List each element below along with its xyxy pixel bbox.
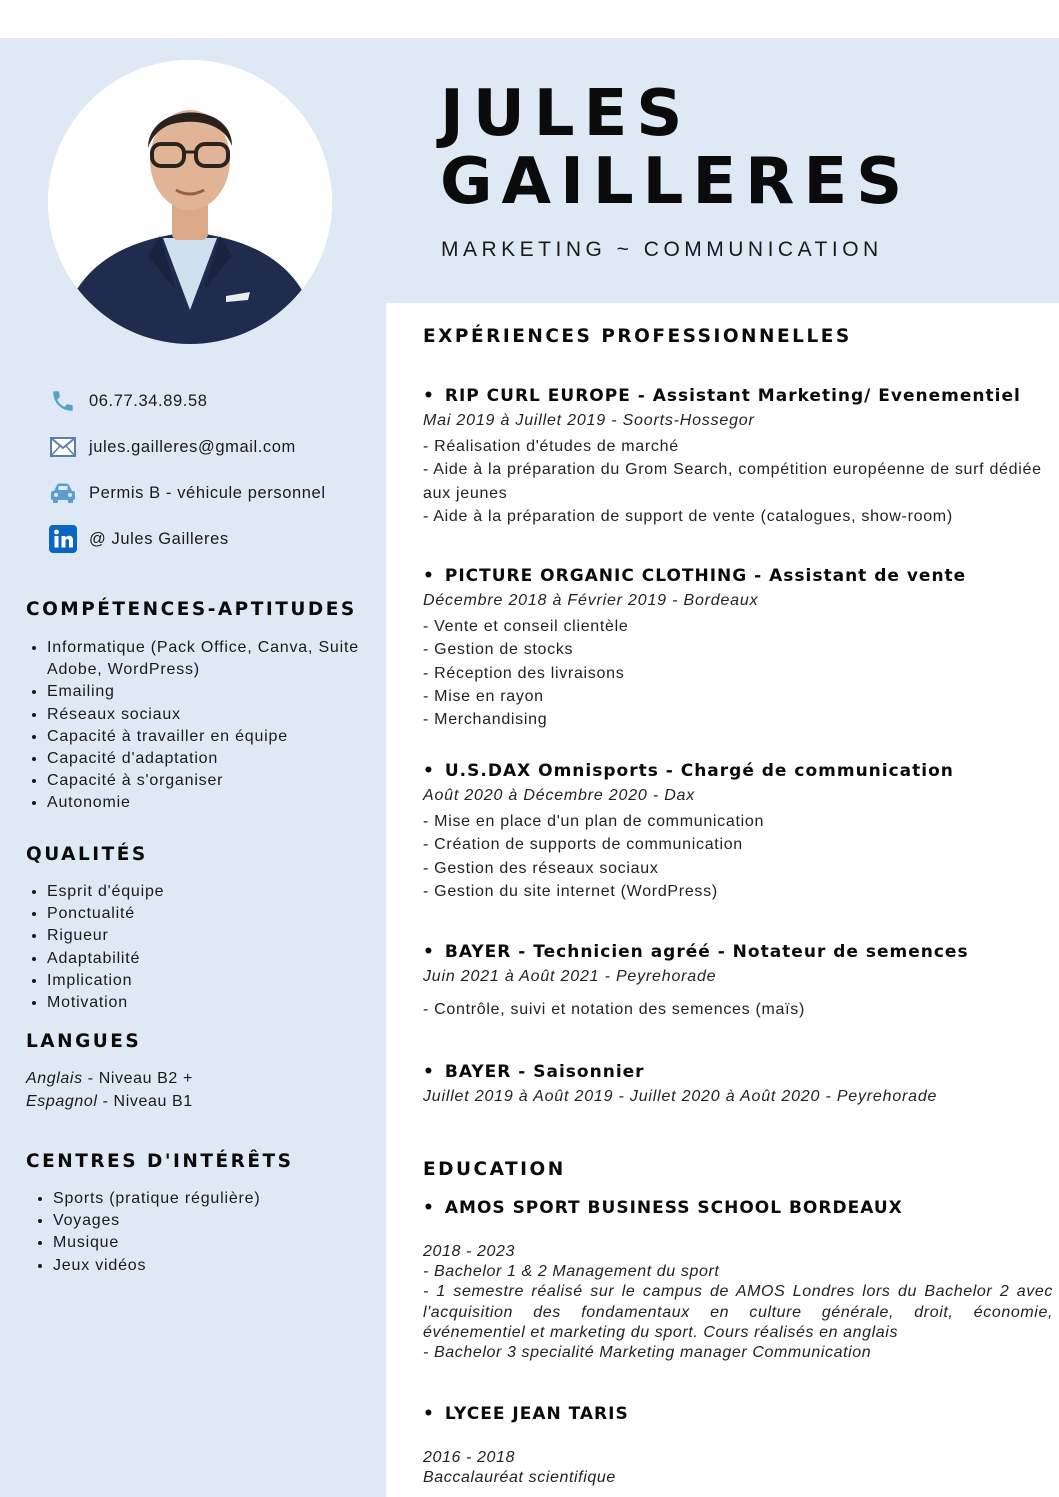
education-entry	[423, 1404, 1053, 1488]
linkedin-handle[interactable]: @ Jules Gailleres	[89, 529, 229, 548]
job-title	[423, 566, 1053, 586]
list-item: • Jeux vidéos	[53, 1255, 383, 1277]
job-date: Décembre 2018 à Février 2019 - Bordeaux	[423, 592, 759, 609]
task-item: - Gestion de stocks	[423, 641, 574, 659]
bullet-icon: •	[423, 942, 435, 962]
job-tasks	[423, 998, 1053, 1021]
education-heading: EDUCATION	[423, 1159, 566, 1180]
job-tasks	[423, 435, 1053, 528]
language-name: Espagnol	[26, 1092, 98, 1110]
job-title-text: BAYER - Technicien agréé - Notateur de semences	[444, 942, 969, 962]
task-item: - Création de supports de communication	[423, 836, 743, 854]
list-item: • Capacité à s'organiser	[47, 770, 377, 792]
school-details	[423, 1242, 1053, 1363]
list-item: • Sports (pratique régulière)	[53, 1188, 383, 1210]
language-item	[26, 1091, 193, 1114]
contact-list	[48, 378, 378, 562]
list-item: • Autonomie	[47, 792, 377, 814]
job-tasks	[423, 615, 1053, 731]
contact-email	[48, 424, 378, 470]
list-item: • Adaptabilité	[47, 948, 377, 970]
job-entry	[423, 386, 1053, 528]
list-item: • Réseaux sociaux	[47, 704, 377, 726]
language-name: Anglais	[26, 1070, 83, 1087]
list-item: • Capacité d'adaptation	[47, 748, 377, 770]
language-level: - Niveau B2 +	[82, 1070, 193, 1087]
education-entry	[423, 1198, 1053, 1363]
driving-license: Permis B - véhicule personnel	[89, 483, 326, 502]
job-entry	[423, 566, 1053, 731]
job-title	[423, 386, 1053, 406]
qualities-list	[26, 881, 377, 1014]
bullet-icon: •	[423, 386, 435, 406]
job-entry	[423, 942, 1053, 1021]
school-title	[423, 1198, 1053, 1218]
language-item	[26, 1068, 193, 1091]
school-name: AMOS SPORT BUSINESS SCHOOL BORDEAUX	[444, 1198, 903, 1218]
task-item: - Mise en place d'un plan de communication	[423, 813, 765, 830]
job-title-text: U.S.DAX Omnisports - Chargé de communication	[444, 761, 954, 781]
language-level: - Niveau B1	[97, 1092, 193, 1110]
job-date: Août 2020 à Décembre 2020 - Dax	[423, 787, 696, 804]
school-name: LYCEE JEAN TARIS	[444, 1404, 629, 1424]
job-date: Juillet 2019 à Août 2019 - Juillet 2020 à Août 2020 - Peyrehorade	[423, 1088, 938, 1105]
job-date: Mai 2019 à Juillet 2019 - Soorts-Hossegor	[423, 412, 755, 429]
job-entry	[423, 761, 1053, 903]
task-item: - Vente et conseil clientèle	[423, 618, 629, 635]
list-item: • Informatique (Pack Office, Canva, Suite Adobe, WordPress)	[47, 637, 377, 681]
detail-line: - Bachelor 1 & 2 Management du sport	[423, 1263, 720, 1281]
contact-license	[48, 470, 378, 516]
bullet-icon: •	[423, 761, 435, 781]
linkedin-icon	[48, 524, 78, 554]
languages-list	[26, 1068, 193, 1113]
detail-line: - Bachelor 3 specialité Marketing manager Communication	[423, 1344, 872, 1362]
profile-photo-illustration	[48, 60, 332, 344]
phone-icon	[48, 386, 78, 416]
job-date: Juin 2021 à Août 2021 - Peyrehorade	[423, 968, 717, 985]
contact-phone	[48, 378, 378, 424]
school-details	[423, 1448, 1053, 1488]
bullet-icon: •	[423, 1062, 435, 1082]
interests-heading: CENTRES D'INTÉRÊTS	[26, 1151, 294, 1172]
job-title	[423, 942, 1053, 962]
list-item: • Musique	[53, 1232, 383, 1254]
contact-linkedin	[48, 516, 378, 562]
school-title	[423, 1404, 1053, 1424]
bullet-icon: •	[423, 1404, 435, 1424]
qualities-heading: QUALITÉS	[26, 844, 148, 865]
job-subtitle: MARKETING ~ COMMUNICATION	[441, 238, 883, 261]
phone-number[interactable]: 06.77.34.89.58	[89, 391, 208, 410]
list-item: • Voyages	[53, 1210, 383, 1232]
detail-line: 2018 - 2023	[423, 1243, 516, 1260]
profile-photo	[48, 60, 332, 344]
skills-heading: COMPÉTENCES-APTITUDES	[26, 599, 357, 620]
car-icon	[48, 478, 78, 508]
email-address[interactable]: jules.gailleres@gmail.com	[89, 437, 296, 456]
job-title-text: RIP CURL EUROPE - Assistant Marketing/ Evenementiel	[444, 386, 1021, 406]
detail-line: Baccalauréat scientifique	[423, 1469, 616, 1487]
candidate-name	[440, 77, 912, 219]
detail-line: 2016 - 2018	[423, 1449, 516, 1466]
list-item: • Ponctualité	[47, 903, 377, 925]
task-item: - Aide à la préparation de support de vente (catalogues, show-room)	[423, 507, 953, 525]
task-item: - Contrôle, suivi et notation des semences (maïs)	[423, 1001, 806, 1018]
job-title	[423, 1062, 1053, 1082]
last-name: GAILLERES	[440, 145, 912, 219]
task-item: - Gestion des réseaux sociaux	[423, 859, 659, 877]
job-title	[423, 761, 1053, 781]
task-item: - Merchandising	[423, 711, 548, 729]
bullet-icon: •	[423, 566, 435, 586]
job-tasks	[423, 810, 1053, 903]
list-item: • Emailing	[47, 681, 377, 703]
list-item: • Esprit d'équipe	[47, 881, 377, 903]
first-name: JULES	[440, 77, 692, 151]
list-item: • Motivation	[47, 992, 377, 1014]
job-title-text: BAYER - Saisonnier	[444, 1062, 645, 1082]
job-entry	[423, 1062, 1053, 1106]
list-item: • Capacité à travailler en équipe	[47, 726, 377, 748]
list-item: • Implication	[47, 970, 377, 992]
task-item: - Réception des livraisons	[423, 664, 625, 682]
skills-list	[26, 637, 377, 815]
experience-heading: EXPÉRIENCES PROFESSIONNELLES	[423, 326, 852, 347]
interests-list	[32, 1188, 383, 1277]
mail-icon	[48, 432, 78, 462]
list-item: • Rigueur	[47, 925, 377, 947]
task-item: - Gestion du site internet (WordPress)	[423, 882, 718, 900]
detail-line: - 1 semestre réalisé sur le campus de AMOS Londres lors du Bachelor 2 avec l'acquisition des fondamentaux en culture générale, droit, économie, événementiel et marketing du sport. Cours réalisés en anglais	[423, 1283, 1053, 1341]
task-item: - Aide à la préparation du Grom Search, compétition européenne de surf dédiée aux jeunes	[423, 461, 1042, 502]
job-title-text: PICTURE ORGANIC CLOTHING - Assistant de vente	[444, 566, 967, 586]
task-item: - Réalisation d'études de marché	[423, 438, 679, 455]
bullet-icon: •	[423, 1198, 435, 1218]
languages-heading: LANGUES	[26, 1031, 142, 1052]
task-item: - Mise en rayon	[423, 687, 544, 705]
